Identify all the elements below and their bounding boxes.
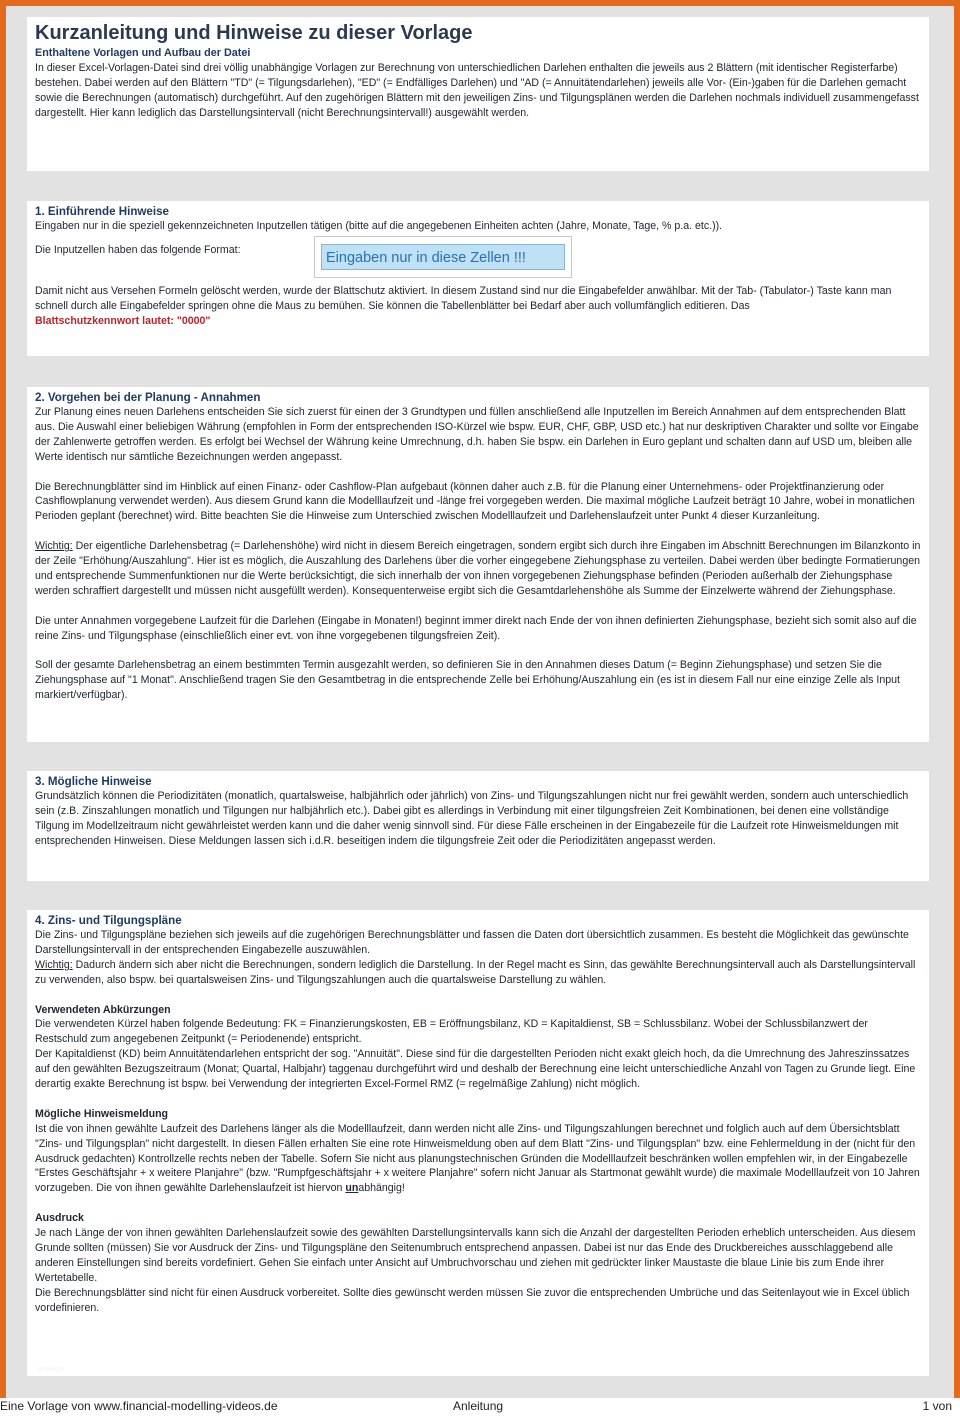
- section-1-text-1: Eingaben nur in die speziell gekennzeichneten Inputzellen tätigen (bitte auf die angegebenen Einheiten achten (Jahre, Monate, Tage, % p.a. etc.)).: [35, 220, 723, 232]
- section-3-heading: 3. Mögliche Hinweise: [35, 775, 152, 788]
- print-text-1: Je nach Länge der von ihnen gewählten Darlehenslaufzeit sowie des gewählten Darstellungsintervalls kann sich die Anzahl der dargestellten Perioden erheblich unterscheiden. Aus diesem Grunde sollten (müssen) Sie vor Ausdruck der Zins- und Tilgungspläne den Seitenumbruch entsprechend anpassen. Dabei ist nur das Ende des Druckbereiches ausschlaggebend alle anderen Einstellungen sind bereits vordefiniert. Gehen Sie einfach unter Ansicht auf Umbruchvorschau und ziehen mit gedrückter linker Maustaste die blaue Linie bis zum Ende ihrer Wertetabelle.: [35, 1227, 916, 1284]
- input-cell-sample-text: Eingaben nur in diese Zellen !!!: [321, 244, 565, 270]
- section-3-panel: [27, 771, 929, 881]
- abbreviations-text-1: Die verwendeten Kürzel haben folgende Bedeutung: FK = Finanzierungskosten, EB = Eröffnungsbilanz, KD = Kapitaldienst, SB = Schlussbilanz. Wobei der Schlussbilanzwert der Restschuld zum angegebenen Zeitpunkt (= Periodenende) entspricht.: [35, 1018, 868, 1046]
- section-2-text-1: Zur Planung eines neuen Darlehens entscheiden Sie sich zuerst für einen der 3 Grundtypen und füllen anschließend alle Inputzellen im Bereich Annahmen auf dem entsprechenden Blatt aus. Die Auswahl einer beliebigen Währung (empfohlen in Form der entsprechenden ISO-Kürzel wie bspw. EUR, CHF, GBP, USD etc.) hat nur deskriptiven Charakter und sollte vor Eingabe der Zahlenwerte getroffen werden. Es erfolgt bei Wechsel der Währung keine Umrechnung, d.h. haben Sie bspw. ein Darlehen in Euro geplant und schalten dann auf USD um, bleiben alle Werte identisch nur sämtliche Bezeichnungen werden angepasst.: [35, 406, 919, 463]
- abbreviations-heading: Verwendeten Abkürzungen: [35, 1003, 171, 1016]
- print-text-2: Die Berechnungsblätter sind nicht für einen Ausdruck vorbereitet. Sollte dies gewünscht werden müssen Sie zuvor die entsprechenden Umbrüche und das Seitenlayout wie in Excel üblich vordefinieren.: [35, 1286, 910, 1314]
- intro-text: In dieser Excel-Vorlagen-Datei sind drei völlig unabhängige Vorlagen zur Berechnung von unterschiedlichen Darlehen enthalten die jeweils aus 2 Blättern (mit identischer Registerfarbe) bestehen. Dabei werden auf den Blättern "TD" (= Tilgungsdarlehen), "ED" (= Endfälliges Darlehen) und "AD (= Annuitätendarlehen) jeweils alle Vor- (Ein-)gaben für die Darlehen gemacht sowie die Berechnungen (automatisch) durchgeführt. Auf den zugehörigen Blättern mit den jeweiligen Zins- und Tilgungsplänen werden die Darlehen nochmals individuell zusammengefasst dargestellt. Hier kann lediglich das Darstellungsintervall (nicht Berechnungsintervall!) ausgewählt werden.: [35, 61, 919, 119]
- intro-heading: Enthaltene Vorlagen und Aufbau der Datei: [35, 47, 251, 59]
- message-text-before: Ist die von ihnen gewählte Laufzeit des Darlehens länger als die Modelllaufzeit, dann werden nicht alle Zins- und Tilgungszahlungen berechnet und folglich auch auf dem Übersichtsblatt "Zins- und Tilgungsplan" nicht dargestellt. In diesen Fällen erhalten Sie eine rote Hinweismeldung oben auf dem Blatt "Zins- und Tilgungsplan" bzw. eine Fehlermeldung in der (nicht für den Ausdruck gedachten) Kontrollzelle rechts neben der Tabelle. Sofern Sie nicht aus planungstechnischen Gründen die Modelllaufzeit beschränken wollen empfehlen wir, in der Eingabezelle "Erstes Geschäftsjahr + x weitere Planjahre" (bzw. "Rumpfgeschäftsjahr + x weitere Planjahre" sofern nicht Januar als Startmonat gewählt wurde) die maximale Modelllaufzeit von 10 Jahren vorzugeben. Die von ihnen gewählte Darlehenslaufzeit ist hiervon: [35, 1122, 920, 1195]
- page-footer: [0, 1398, 960, 1416]
- footer-center: Anleitung: [453, 1399, 504, 1413]
- section-1-text-2-body: Damit nicht aus Versehen Formeln gelöscht werden, wurde der Blattschutz aktiviert. In diesem Zustand sind nur die Eingabefelder anwählbar. Mit der Tab- (Tabulator-) Taste kann man schnell durch alle Eingabefelder springen ohne die Maus zu bemühen. Sie können die Tabellenblätter bei Bedarf aber auch vollumfänglich editieren. Das: [35, 284, 892, 312]
- section-2-panel: [27, 387, 929, 742]
- section-2-important-text: Der eigentliche Darlehensbetrag (= Darlehenshöhe) wird nicht in diesem Bereich eingetragen, sondern ergibt sich durch ihre Eingaben im Abschnitt Berechnungen im Bilanzkonto in der Zeile "Erhöhung/Auszahlung". Hier ist es möglich, die Auszahlung des Darlehens über die vorher eingegebene Ziehungsphase zu verteilen. Dabei werden über bedingte Formatierungen und entsprechende Summenfunktionen nur die Werte berücksichtigt, die sich innerhalb der von ihnen vorgegebenen Ziehungsphase befinden (Perioden außerhalb der Ziehungsphase werden schraffiert dargestellt und müssen nicht ausgefüllt werden). Konsequenterweise ergibt sich die Gesamtdarlehenshöhe als Summe der Einzelwerte während der Ziehungsphase.: [35, 540, 921, 597]
- section-4-heading: 4. Zins- und Tilgungspläne: [35, 914, 182, 927]
- input-format-label: Die Inputzellen haben das folgende Format:: [35, 243, 241, 256]
- tiny-watermark-text: vorlage: [38, 1364, 65, 1373]
- message-text-after: abhängig!: [358, 1182, 405, 1195]
- message-text: [35, 1122, 921, 1197]
- section-4-important-text: Dadurch ändern sich aber nicht die Berechnungen, sondern lediglich die Darstellung. In der Regel macht es Sinn, das gewählte Berechnungsintervall auch als Darstellungsintervall zu verwenden, also bspw. bei quartalsweisen Zins- und Tilgungszahlungen auch die quartalsweise Darstellung zu wählen.: [35, 958, 916, 986]
- section-2-text-3: [35, 539, 921, 599]
- section-4-text-2: [35, 958, 921, 988]
- intro-panel: [27, 17, 929, 171]
- section-1-panel: [27, 201, 929, 356]
- section-4-panel: [27, 910, 929, 1376]
- section-2-text-5: Soll der gesamte Darlehensbetrag an einem bestimmten Termin ausgezahlt werden, so definieren Sie in den Annahmen dieses Datum (= Beginn Ziehungsphase) und setzen Sie die Ziehungsphase auf "1 Monat". Anschließend tragen Sie den Gesamtbetrag in die entsprechende Zelle bei Erhöhung/Auszahlung ein (es ist in diesem Fall nur eine einzige Zelle als Input markiert/verfügbar).: [35, 659, 900, 702]
- print-heading: Ausdruck: [35, 1212, 84, 1225]
- section-4-text-1: Die Zins- und Tilgungspläne beziehen sich jeweils auf die zugehörigen Berechnungsblätter und fassen die Daten dort übersichtlich zusammen. Es besteht die Möglichkeit das gewünschte Darstellungsintervall in der entsprechenden Eingabezelle auszuwählen.: [35, 929, 909, 956]
- section-2-text-2: Die Berechnungblätter sind im Hinblick auf einen Finanz- oder Cashflow-Plan aufgebaut (können daher auch z.B. für die Planung einer Unternehmens- oder Projektfinanzierung oder Cashflowplanung verwendet werden). Aus diesem Grund kann die Modelllaufzeit und -länge frei vorgegeben werden. Die maximal mögliche Laufzeit beträgt 10 Jahre, wobei in monatlichen Perioden geplant (berechnet) wird. Bitte beachten Sie die Hinweise zum Unterschied zwischen Modelllaufzeit und Darlehenslaufzeit unter Punkt 4 dieser Kurzanleitung.: [35, 480, 915, 523]
- footer-left: Eine Vorlage von www.financial-modelling-videos.de: [0, 1399, 278, 1413]
- input-cell-sample: [314, 236, 572, 278]
- section-1-heading: 1. Einführende Hinweise: [35, 205, 170, 218]
- footer-right: 1 von: [922, 1399, 952, 1413]
- section-1-text-2: [35, 284, 921, 329]
- message-heading: Mögliche Hinweismeldung: [35, 1107, 169, 1120]
- section-2-text-4: Die unter Annahmen vorgegebene Laufzeit für die Darlehen (Eingabe in Monaten!) beginnt immer direkt nach Ende der von ihnen definierten Ziehungsphase, bezieht sich somit also auf die reine Zins- und Tilgungsphase (einschließlich einer evt. von ihne vorgegebenen tilgungsfreien Zeit).: [35, 614, 917, 642]
- page-title: Kurzanleitung und Hinweise zu dieser Vorlage: [35, 22, 473, 44]
- input-format-row: [35, 236, 921, 284]
- section-2-important-label: Wichtig:: [35, 540, 73, 553]
- password-note: Blattschutzkennwort lautet: "0000": [35, 314, 211, 327]
- abbreviations-text-2: Der Kapitaldienst (KD) beim Annuitätendarlehen entspricht der sog. "Annuität". Diese sind für die dargestellten Perioden nicht exakt gleich hoch, da die Umrechnung des Jahreszinssatzes auf den gewählten Bezugszeitraum (Monat; Quartal, Halbjahr) taggenau durchgeführt wird und deshalb der Berechnung eine leicht unterschiedliche Anzahl von Tagen zu Grunde liegt. Eine derartig exakte Berechnung ist bspw. bei Verwendung der integrierten Excel-Formel RMZ (= regelmäßige Zahlung) nicht möglich.: [35, 1048, 916, 1091]
- section-3-text-1: Grundsätzlich können die Periodizitäten (monatlich, quartalsweise, halbjährlich oder jährlich) von Zins- und Tilgungszahlungen nicht nur frei gewählt werden, sondern auch unterschiedlich sein (z.B. Zinszahlungen monatlich und Tilgungen nur halbjährlich etc.). Dabei gibt es allerdings in Verbindung mit einer tilgungsfreien Zeit Kombinationen, bei denen eine vollständige Tilgung im Modellzeitraum nicht gewährleistet werden kann und die daher wenig sinnvoll sind. Für diese Fälle erscheinen in der Eingabezeile für die Laufzeit rote Hinweismeldungen mit entsprechenden Hinweisen. Diese Meldungen lassen sich i.d.R. beseitigen indem die tilgungsfreie Zeit oder die Periodizitäten angepasst werden.: [35, 790, 909, 847]
- message-text-emphasis: un: [345, 1182, 359, 1195]
- section-2-heading: 2. Vorgehen bei der Planung - Annahmen: [35, 391, 261, 404]
- section-4-important-label: Wichtig:: [35, 958, 73, 971]
